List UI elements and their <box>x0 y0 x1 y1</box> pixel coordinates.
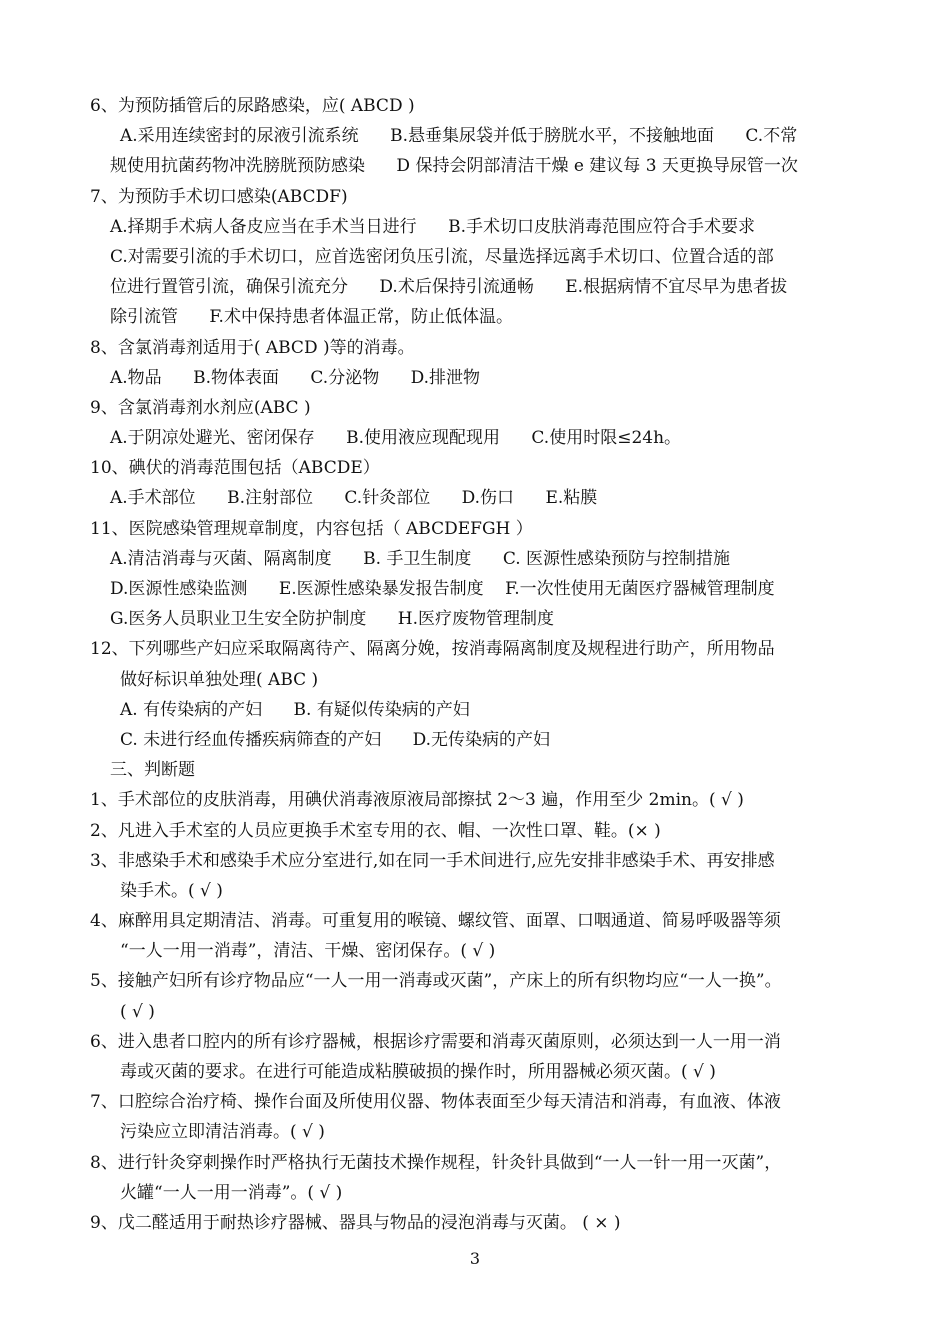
option-d: D.伤口 <box>461 488 515 509</box>
option-e: E.根据病情不宜尽早为患者拔 <box>565 277 788 298</box>
option-a: A.采用连续密封的尿液引流系统 <box>120 126 359 147</box>
judge-item-1: 1、手术部位的皮肤消毒，用碘伏消毒液原液局部擦拭 2～3 遍，作用至少 2min。( √ ) <box>90 790 744 811</box>
judge-item-7-cont: 污染应立即清洁消毒。( √ ) <box>120 1122 325 1143</box>
judge-item-9: 9、戊二醛适用于耐热诊疗器械、器具与物品的浸泡消毒与灭菌。 ( × ) <box>90 1212 621 1233</box>
question-11-options-line-1 <box>90 544 870 574</box>
option-d: D.医源性感染监测 <box>110 579 248 599</box>
option-h: H.医疗废物管理制度 <box>397 609 555 630</box>
question-11-options-line-3 <box>90 604 870 634</box>
option-b: B. 有疑似传染病的产妇 <box>293 699 470 720</box>
option-b: B.手术切口皮肤消毒范围应符合手术要求 <box>448 216 755 237</box>
judge-item-8: 8、进行针灸穿刺操作时严格执行无菌技术操作规程，针灸针具做到“一人一针一用一灭菌”， <box>90 1152 782 1173</box>
question-9-options <box>90 423 870 453</box>
document-body <box>90 91 870 1238</box>
option-e: E.医源性感染暴发报告制度 <box>278 579 484 599</box>
question-12-options-line-2 <box>90 725 870 755</box>
option-d: D.术后保持引流通畅 <box>379 277 534 298</box>
question-7-options-line-4 <box>90 302 870 332</box>
question-7-options-line-3 <box>90 272 870 302</box>
judge-item-8-cont: 火罐“一人一用一消毒”。( √ ) <box>120 1182 343 1203</box>
question-6-options-line-1 <box>90 121 870 151</box>
option-e: E.粘膜 <box>545 488 598 509</box>
option-b: B.物体表面 <box>193 367 279 388</box>
option-a: A. 有传染病的产妇 <box>120 699 263 720</box>
question-12-options-line-1 <box>90 695 870 725</box>
option-c-cont: 规使用抗菌药物冲洗膀胱预防感染 <box>110 156 365 177</box>
question-8-options <box>90 363 870 393</box>
option-c: C.使用时限≤24h。 <box>531 428 682 449</box>
judge-item-5-cont: ( √ ) <box>120 1001 155 1022</box>
option-b: B.注射部位 <box>227 488 313 509</box>
question-6-stem: 6、为预防插管后的尿路感染，应( ABCD ) <box>90 96 415 116</box>
page-number: 3 <box>469 1249 481 1268</box>
question-11-stem: 11、医院感染管理规章制度，内容包括（ ABCDEFGH ） <box>90 518 533 539</box>
option-d: D.无传染病的产妇 <box>412 729 551 750</box>
question-10-stem: 10、碘伏的消毒范围包括（ABCDE） <box>90 458 380 479</box>
question-7-options-line-1 <box>90 212 870 242</box>
option-c: C.分泌物 <box>310 367 380 388</box>
question-7-stem: 7、为预防手术切口感染(ABCDF) <box>90 186 348 207</box>
judge-item-7: 7、口腔综合治疗椅、操作台面及所使用仪器、物体表面至少每天清洁和消毒，有血液、体液 <box>90 1092 781 1113</box>
option-d: D.排泄物 <box>410 367 481 388</box>
option-c-cont: 位进行置管引流，确保引流充分 <box>110 277 348 298</box>
option-a: A.物品 <box>110 367 162 388</box>
question-9-stem: 9、含氯消毒剂水剂应(ABC ) <box>90 397 311 418</box>
question-12-stem-cont: 做好标识单独处理( ABC ) <box>120 669 319 690</box>
judge-item-6: 6、进入患者口腔内的所有诊疗器械，根据诊疗需要和消毒灭菌原则，必须达到一人一用一消 <box>90 1031 781 1052</box>
option-c: C. 未进行经血传播疾病筛查的产妇 <box>120 729 382 750</box>
judge-item-3: 3、非感染手术和感染手术应分室进行,如在同一手术间进行,应先安排非感染手术、再安排感 <box>90 850 775 871</box>
judge-item-2: 2、凡进入手术室的人员应更换手术室专用的衣、帽、一次性口罩、鞋。(× ) <box>90 820 661 841</box>
question-10-options <box>90 483 870 513</box>
option-c: C.不常 <box>745 126 798 147</box>
option-g: G.医务人员职业卫生安全防护制度 <box>110 609 367 630</box>
question-12-stem: 12、下列哪些产妇应采取隔离待产、隔离分娩，按消毒隔离制度及规程进行助产，所用物品 <box>90 639 775 660</box>
question-11-options-line-2 <box>90 574 870 604</box>
option-d: D 保持会阴部清洁干燥 e 建议每 3 天更换导尿管一次 <box>396 156 798 177</box>
option-b: B. 手卫生制度 <box>363 548 472 569</box>
option-e-cont: 除引流管 <box>110 307 178 328</box>
option-c: C. 医源性感染预防与控制措施 <box>502 548 731 569</box>
judge-item-3-cont: 染手术。( √ ) <box>120 880 223 901</box>
option-a: A.择期手术病人备皮应当在手术当日进行 <box>110 216 417 237</box>
judge-item-6-cont: 毒或灭菌的要求。在进行可能造成粘膜破损的操作时，所用器械必须灭菌。( √ ) <box>120 1062 716 1082</box>
question-8-stem: 8、含氯消毒剂适用于( ABCD )等的消毒。 <box>90 337 415 358</box>
judge-item-4-cont: “一人一用一消毒”，清洁、干燥、密闭保存。( √ ) <box>120 941 496 962</box>
option-f: F.一次性使用无菌医疗器械管理制度 <box>505 579 775 599</box>
option-c: C.针灸部位 <box>344 488 431 509</box>
option-a: A.清洁消毒与灭菌、隔离制度 <box>110 548 332 569</box>
section-title: 三、判断题 <box>110 760 195 781</box>
option-f: F.术中保持患者体温正常，防止低体温。 <box>209 307 513 328</box>
judge-item-4: 4、麻醉用具定期清洁、消毒。可重复用的喉镜、螺纹管、面罩、口咽通道、简易呼吸器等须 <box>90 911 781 932</box>
question-6-options-line-2 <box>90 151 870 181</box>
option-b: B.悬垂集尿袋并低于膀胱水平，不接触地面 <box>390 126 714 147</box>
option-a: A.于阴凉处避光、密闭保存 <box>110 428 315 449</box>
question-7-options-line-2: C.对需要引流的手术切口，应首选密闭负压引流，尽量选择远离手术切口、位置合适的部 <box>110 246 774 267</box>
option-b: B.使用液应现配现用 <box>346 428 500 449</box>
option-a: A.手术部位 <box>110 488 196 509</box>
judge-item-5: 5、接触产妇所有诊疗物品应“一人一用一消毒或灭菌”，产床上的所有织物均应“一人一换”。 <box>90 971 782 992</box>
